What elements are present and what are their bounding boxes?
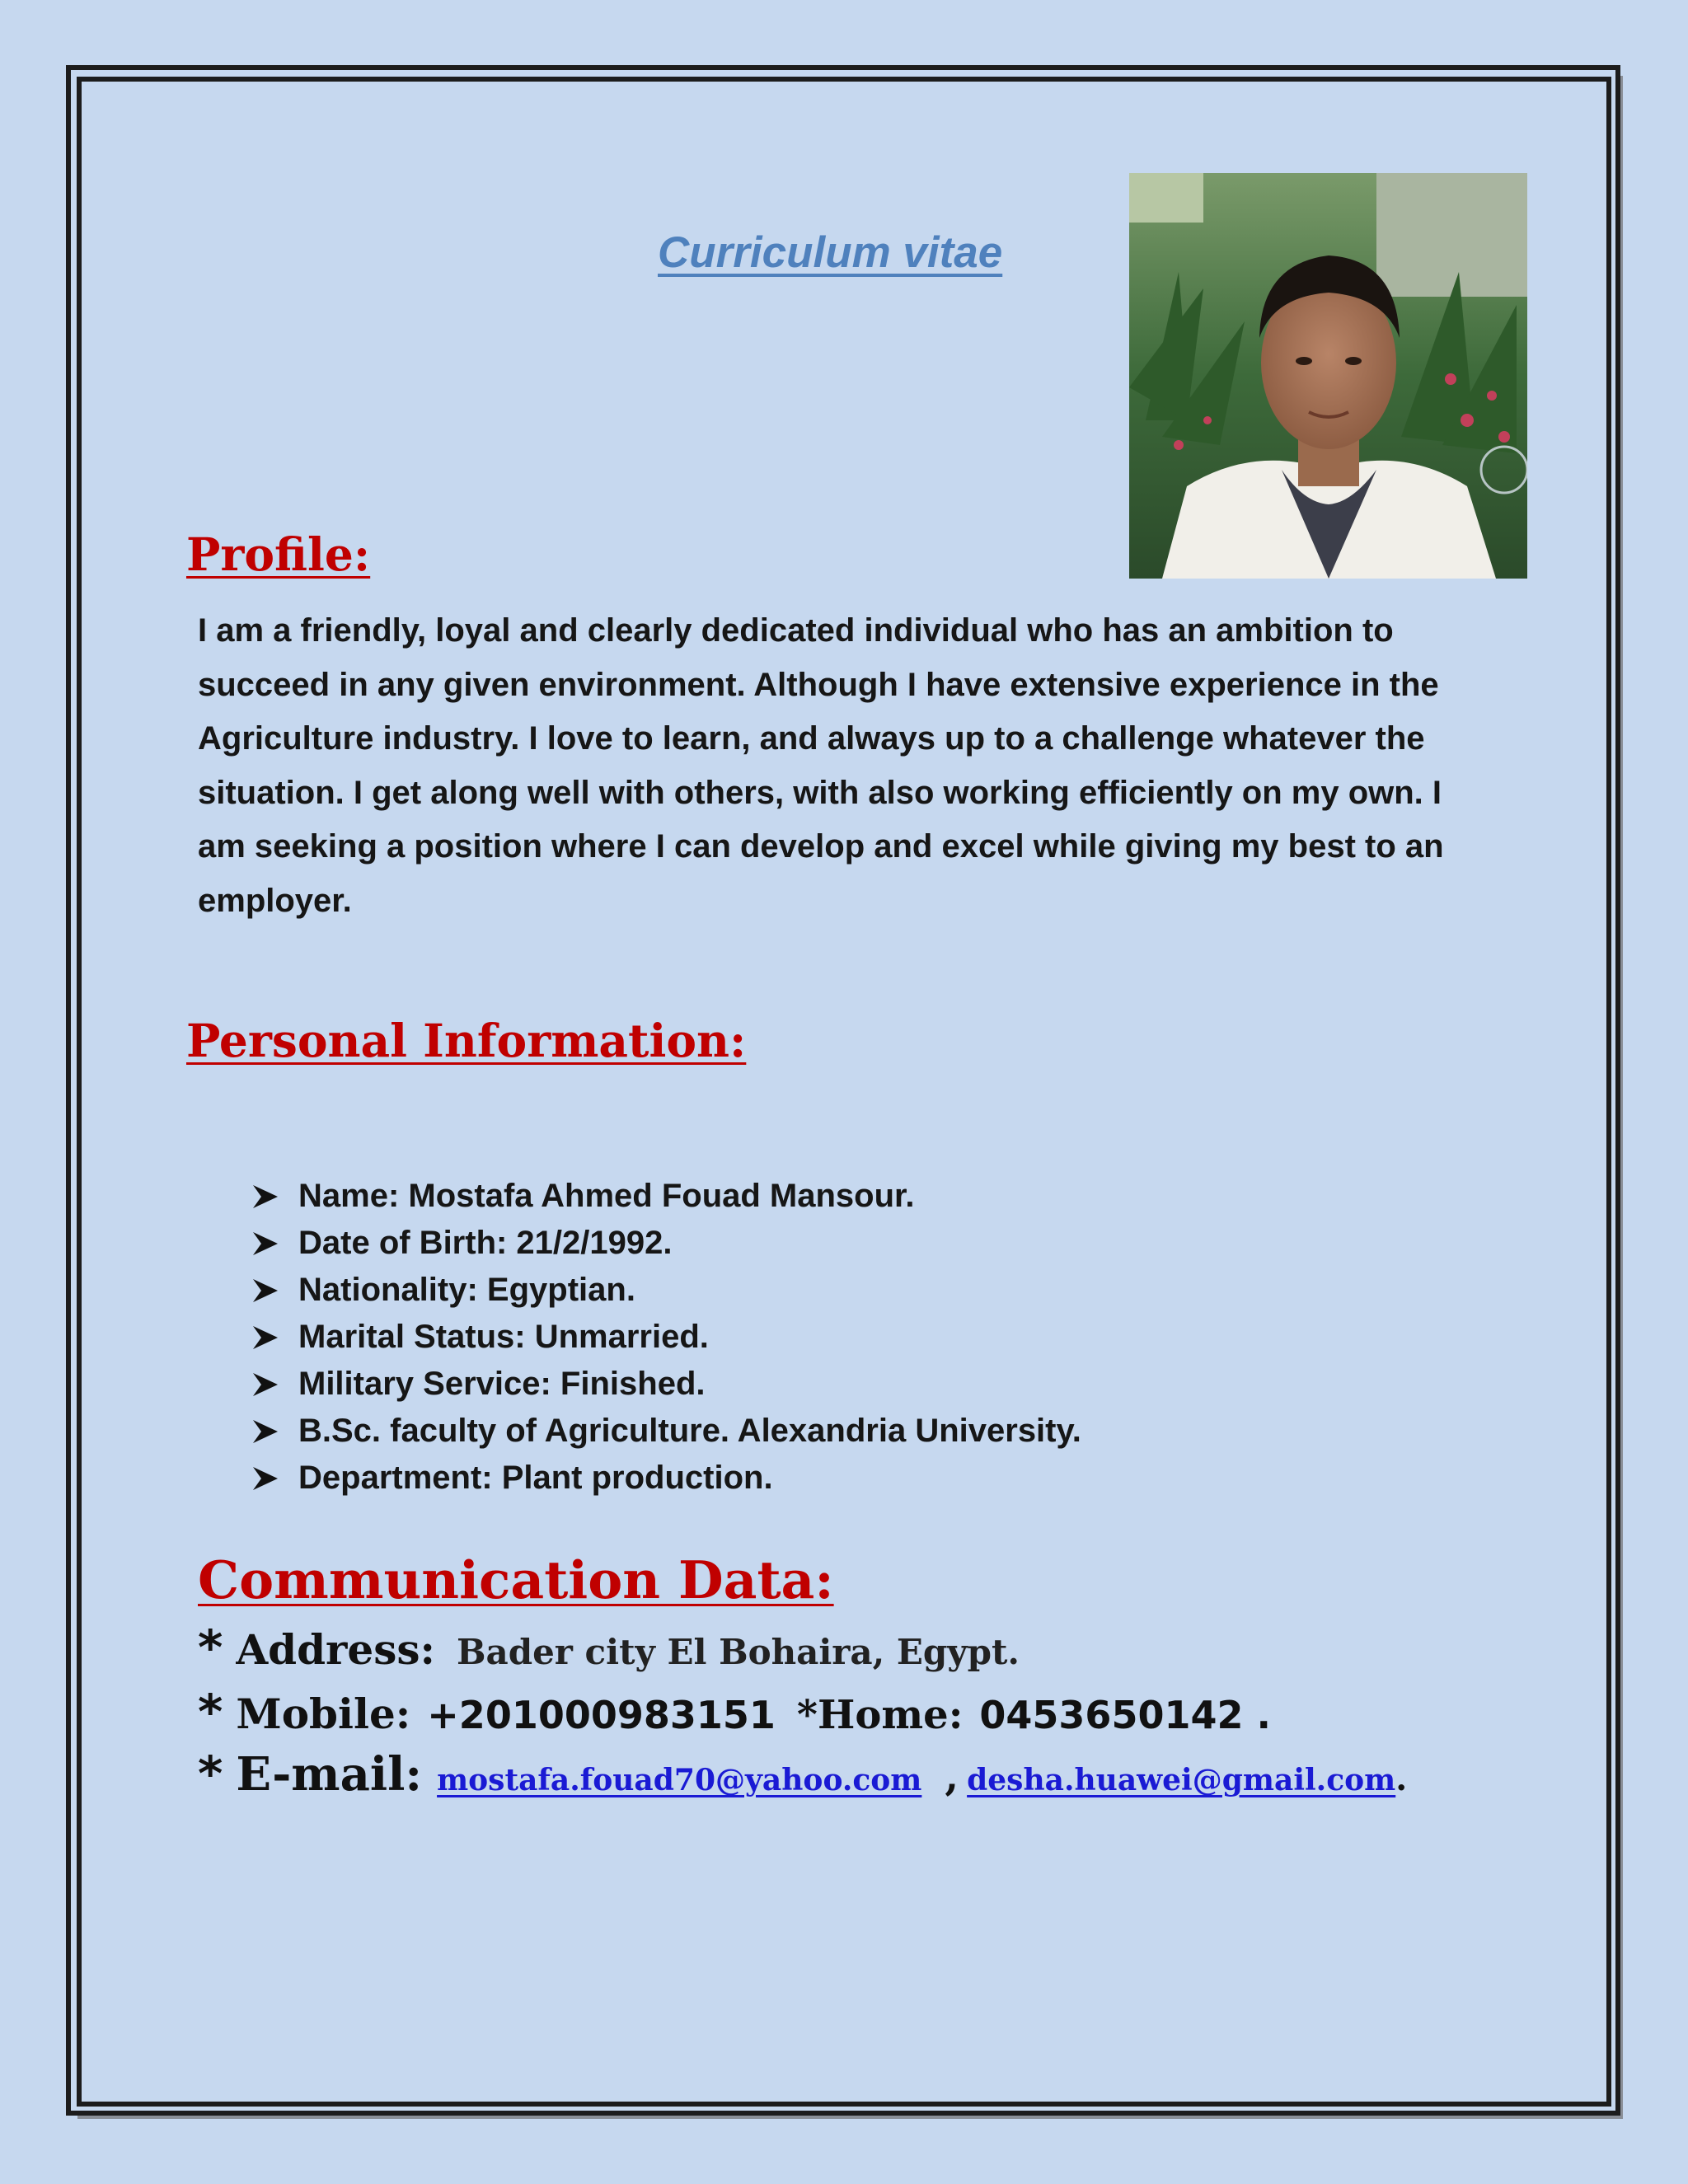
asterisk-bullet: * xyxy=(198,1619,223,1675)
email-label: E-mail: xyxy=(236,1747,423,1802)
arrow-bullet-icon xyxy=(251,1314,280,1361)
info-department: Department: Plant production. xyxy=(298,1460,773,1496)
email-link-yahoo[interactable]: mostafa.fouad70@yahoo.com xyxy=(437,1763,922,1797)
asterisk-bullet: * xyxy=(198,1746,223,1802)
communication-heading: Communication Data: xyxy=(198,1549,834,1610)
email-link-gmail[interactable]: desha.huawei@gmail.com xyxy=(967,1763,1396,1797)
document-title: Curriculum vitae xyxy=(658,228,1003,277)
profile-photo xyxy=(1129,173,1527,579)
info-date-of-birth: Date of Birth: 21/2/1992. xyxy=(298,1225,673,1261)
profile-heading: Profile: xyxy=(186,527,371,581)
arrow-bullet-icon xyxy=(251,1267,280,1314)
arrow-bullet-icon xyxy=(251,1173,280,1220)
info-nationality: Nationality: Egyptian. xyxy=(298,1272,635,1308)
phone-line xyxy=(198,1684,1271,1740)
list-item xyxy=(249,1173,1081,1220)
info-education: B.Sc. faculty of Agriculture. Alexandria University. xyxy=(298,1413,1081,1449)
home-value: 0453650142 . xyxy=(979,1693,1271,1737)
arrow-bullet-icon xyxy=(251,1408,280,1455)
info-marital-status: Marital Status: Unmarried. xyxy=(298,1319,709,1355)
email-line xyxy=(198,1746,1407,1802)
list-item xyxy=(249,1220,1081,1267)
arrow-bullet-icon xyxy=(251,1361,280,1408)
list-item xyxy=(249,1314,1081,1361)
info-military-service: Military Service: Finished. xyxy=(298,1366,706,1402)
home-label: *Home: xyxy=(796,1692,964,1738)
email-terminator: . xyxy=(1395,1760,1408,1798)
arrow-bullet-icon xyxy=(251,1455,280,1502)
mobile-label: Mobile: xyxy=(236,1690,411,1738)
profile-paragraph: I am a friendly, loyal and clearly dedicated individual who has an ambition to succeed in any given environment. Although I have extensive experience in the Agriculture industry. I love to learn, and always up to a challenge whatever the situation. I get along well with others, with also working efficiently on my own. I am seeking a position where I can develop and excel while giving my best to an employer. xyxy=(198,612,1444,919)
list-item xyxy=(249,1455,1081,1502)
email-separator: , xyxy=(945,1754,959,1800)
list-item xyxy=(249,1267,1081,1314)
list-item xyxy=(249,1408,1081,1455)
asterisk-bullet: * xyxy=(198,1684,223,1740)
info-name: Name: Mostafa Ahmed Fouad Mansour. xyxy=(298,1178,915,1214)
personal-information-list xyxy=(249,1173,1081,1502)
personal-information-heading: Personal Information: xyxy=(186,1014,747,1067)
arrow-bullet-icon xyxy=(251,1220,280,1267)
list-item xyxy=(249,1361,1081,1408)
address-label: Address: xyxy=(236,1625,435,1674)
mobile-value: +201000983151 xyxy=(427,1693,776,1737)
address-line xyxy=(198,1619,1020,1675)
address-value: Bader city El Bohaira, Egypt. xyxy=(456,1632,1020,1672)
